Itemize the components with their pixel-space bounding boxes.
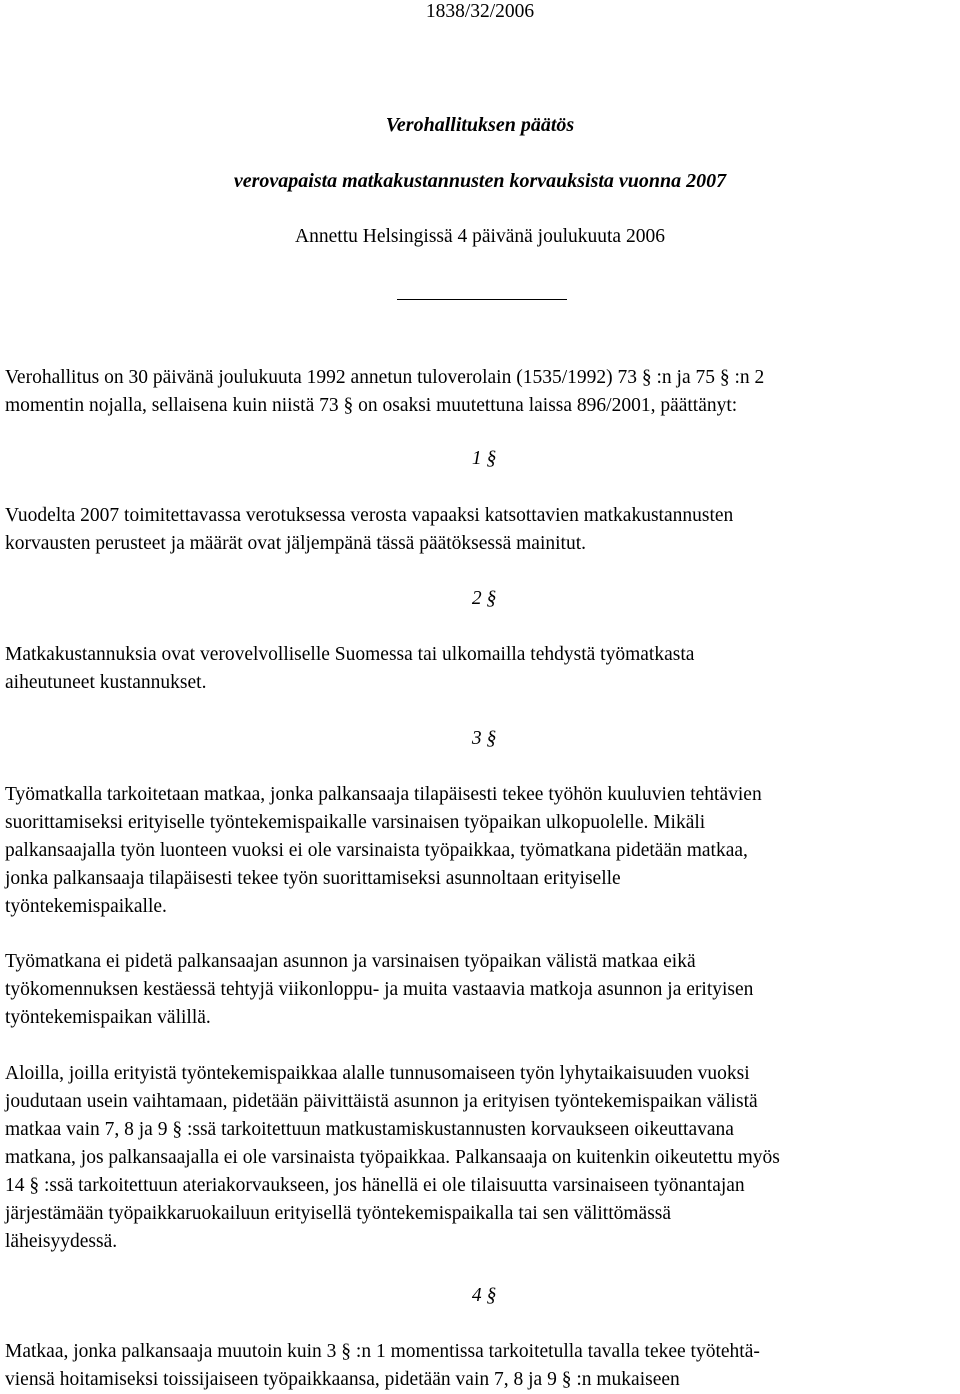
text-line: järjestämään työpaikkaruokailuun erityisellä työntekemispaikalla tai sen välittömässä <box>5 1203 672 1224</box>
section-3-heading: 3 § <box>471 728 497 749</box>
section-1-heading: 1 § <box>471 448 497 469</box>
section-2-heading: 2 § <box>471 588 497 609</box>
text-line: palkansaajalla työn luonteen vuoksi ei ole varsinaista työpaikkaa, työmatkana pidetään matkaa, <box>5 840 748 861</box>
section-3-paragraph-3 <box>5 1060 957 1256</box>
text-line: 14 § :ssä tarkoitettuun ateriakorvaukseen, jos hänellä ei ole tilaisuutta varsinaiseen työnantajan <box>5 1175 745 1196</box>
text-line: viensä hoitamiseksi toissijaiseen työpaikkaansa, pidetään vain 7, 8 ja 9 § :n mukaiseen <box>5 1369 680 1390</box>
section-3-paragraph-2 <box>5 948 957 1032</box>
text-line: suorittamiseksi erityiselle työntekemispaikalle varsinaisen työpaikan ulkopuolelle. Mikäli <box>5 812 706 833</box>
section-3-paragraph-1 <box>5 781 957 921</box>
document-title: Verohallituksen päätös <box>385 114 575 136</box>
text-line: jonka palkansaaja tilapäisesti tekee työn suorittamiseksi asunnoltaan erityiselle <box>5 868 621 889</box>
text-line: Työmatkana ei pidetä palkansaajan asunnon ja varsinaisen työpaikan välistä matkaa eikä <box>5 951 696 972</box>
text-line: matkana, jos palkansaajalla ei ole varsinaista työpaikkaa. Palkansaaja on kuitenkin oikeutettu myös <box>5 1147 780 1168</box>
text-line: aiheutuneet kustannukset. <box>5 672 207 693</box>
text-line: korvausten perusteet ja määrät ovat jäljempänä tässä päätöksessä mainitut. <box>5 533 587 554</box>
issue-date-line: Annettu Helsingissä 4 päivänä joulukuuta 2006 <box>295 226 665 247</box>
text-line: työntekemispaikalle. <box>5 896 167 917</box>
document-number: 1838/32/2006 <box>425 1 535 22</box>
header-divider <box>397 299 567 300</box>
text-line: Aloilla, joilla erityistä työntekemispaikkaa alalle tunnusomaiseen työn lyhytaikaisuuden vuoksi <box>5 1063 750 1084</box>
text-line: Työmatkalla tarkoitetaan matkaa, jonka palkansaaja tilapäisesti tekee työhön kuuluvien tehtävien <box>5 784 762 805</box>
preamble-paragraph <box>5 364 957 420</box>
text-line: Vuodelta 2007 toimitettavassa verotuksessa verosta vapaaksi katsottavien matkakustannusten <box>5 505 734 526</box>
section-2-paragraph <box>5 641 957 697</box>
section-4-paragraph <box>5 1338 957 1394</box>
text-line: läheisyydessä. <box>5 1231 118 1252</box>
text-line: Matkaa, jonka palkansaaja muutoin kuin 3 § :n 1 momentissa tarkoitetulla tavalla tekee työtehtä- <box>5 1341 760 1362</box>
section-1-paragraph <box>5 502 957 558</box>
text-line: Verohallitus on 30 päivänä joulukuuta 1992 annetun tuloverolain (1535/1992) 73 § :n ja 75 § :n 2 <box>5 367 765 388</box>
text-line: työntekemispaikan välillä. <box>5 1007 211 1028</box>
document-subtitle: verovapaista matkakustannusten korvauksista vuonna 2007 <box>233 170 727 192</box>
text-line: joudutaan usein vaihtamaan, pidetään päivittäistä asunnon ja erityisen työntekemispaikan välistä <box>5 1091 758 1112</box>
text-line: Matkakustannuksia ovat verovelvolliselle Suomessa tai ulkomailla tehdystä työmatkasta <box>5 644 695 665</box>
section-4-heading: 4 § <box>471 1285 497 1306</box>
text-line: momentin nojalla, sellaisena kuin niistä 73 § on osaksi muutettuna laissa 896/2001, päättänyt: <box>5 395 738 416</box>
text-line: matkaa vain 7, 8 ja 9 § :ssä tarkoitettuun matkustamiskustannusten korvaukseen oikeuttavana <box>5 1119 734 1140</box>
text-line: työkomennuksen kestäessä tehtyjä viikonloppu- ja muita vastaavia matkoja asunnon ja erityisen <box>5 979 754 1000</box>
